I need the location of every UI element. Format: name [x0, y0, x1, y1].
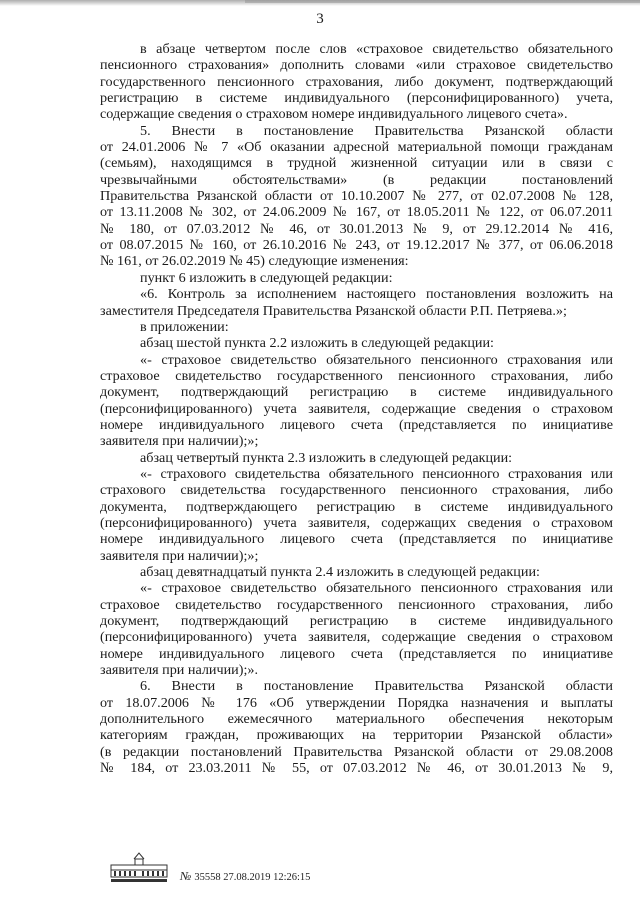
text-line: «6. Контроль за исполнением настоящего постановления возложить на	[140, 286, 613, 303]
document-body	[100, 41, 613, 776]
text-line: № 180, от 07.03.2012 № 46, от 30.01.2013 № 9, от 29.12.2014 № 416,	[100, 220, 613, 237]
text-line: Правительства Рязанской области от 10.10.2007 № 277, от 02.07.2008 № 128,	[100, 188, 613, 205]
text-line: заместителя Председателя Правительства Рязанской области Р.П. Петряева.»;	[100, 302, 567, 319]
scan-top-edge-shadow	[245, 0, 640, 3]
text-line: номере индивидуального лицевого счета (представляется по инициативе	[100, 645, 613, 662]
text-line: номере индивидуального лицевого счета (представляется по инициативе	[100, 416, 613, 433]
text-line: содержащие сведения о страховом номере индивидуального лицевого счета».	[100, 106, 568, 123]
text-line: (в редакции постановлений Правительства Рязанской области от 29.08.2008	[100, 743, 613, 760]
text-line: «- страховое свидетельство обязательного пенсионного страхования или	[140, 351, 613, 368]
government-building-logo	[108, 850, 170, 886]
doc-stamp-text: 35558 27.08.2019 12:26:15	[194, 872, 311, 883]
text-line: государственного пенсионного страхования, либо документ, подтверждающий	[100, 73, 613, 90]
text-line: страхового свидетельства государственного пенсионного страхования, либо	[100, 482, 613, 499]
text-line: в приложении:	[140, 318, 229, 335]
text-line: от 24.01.2006 № 7 «Об оказании адресной материальной помощи гражданам	[100, 139, 613, 156]
text-line: (персонифицированного) учета заявителя, содержащих сведения о страховом	[100, 514, 613, 531]
text-line: регистрацию в системе индивидуального (персонифицированного) учета,	[100, 90, 613, 107]
text-line: пенсионного страхования» дополнить словами «или страховое свидетельство	[100, 57, 613, 74]
text-line: категориям граждан, проживающих на территории Рязанской области»	[100, 727, 613, 744]
text-line: № 161, от 26.02.2019 № 45) следующие изменения:	[100, 253, 409, 270]
text-line: дополнительного ежемесячного материального обеспечения некоторым	[100, 711, 613, 728]
text-line: заявителя при наличии);»;	[100, 433, 259, 450]
text-line: 6. Внести в постановление Правительства Рязанской области	[140, 678, 613, 695]
text-line: номере индивидуального лицевого счета (представляется по инициативе	[100, 531, 613, 548]
text-line: «- страховое свидетельство обязательного пенсионного страхования или	[140, 580, 613, 597]
text-line: «- страхового свидетельства обязательного пенсионного страхования или	[140, 465, 613, 482]
text-line: от 13.11.2008 № 302, от 24.06.2009 № 167, от 18.05.2011 № 122, от 06.07.2011	[100, 204, 613, 221]
text-line: страховое свидетельство государственного пенсионного страхования, либо	[100, 367, 613, 384]
text-line: абзац девятнадцатый пункта 2.4 изложить в следующей редакции:	[140, 564, 540, 580]
text-line: абзац шестой пункта 2.2 изложить в следующей редакции:	[140, 335, 494, 352]
text-line: (персонифицированного) учета заявителя, содержащие сведения о страховом	[100, 400, 613, 417]
text-line: чрезвычайными обстоятельствами» (в редакции постановлений	[100, 171, 613, 188]
text-line: абзац четвертый пункта 2.3 изложить в следующей редакции:	[140, 449, 513, 466]
text-line: пункт 6 изложить в следующей редакции:	[140, 269, 393, 286]
text-line: документа, подтверждающего регистрацию в системе индивидуального	[100, 498, 613, 515]
page-number: 3	[316, 11, 324, 27]
text-line: страховое свидетельство государственного пенсионного страхования, либо	[100, 596, 613, 613]
text-line: документ, подтверждающий регистрацию в системе индивидуального	[100, 613, 613, 630]
text-line: № 184, от 23.03.2011 № 55, от 07.03.2012 № 46, от 30.01.2013 № 9,	[100, 760, 613, 777]
text-line: в абзаце четвертом после слов «страховое свидетельство обязательного	[140, 41, 613, 57]
text-line: (семьям), находящимся в трудной жизненной ситуации или в связи с	[100, 155, 613, 172]
text-line: (персонифицированного) учета заявителя, содержащие сведения о страховом	[100, 629, 613, 646]
text-line: 5. Внести в постановление Правительства Рязанской области	[140, 122, 613, 139]
text-line: от 18.07.2006 № 176 «Об утверждении Порядка назначения и выплаты	[100, 694, 613, 711]
document-stamp	[180, 870, 310, 884]
text-line: заявителя при наличии);»;	[100, 547, 259, 564]
text-line: документ, подтверждающий регистрацию в системе индивидуального	[100, 384, 613, 401]
doc-number-mark: №	[180, 869, 192, 883]
text-line: заявителя при наличии);».	[100, 662, 258, 679]
text-line: от 08.07.2015 № 160, от 26.10.2016 № 243, от 19.12.2017 № 377, от 06.06.2018	[100, 237, 613, 254]
